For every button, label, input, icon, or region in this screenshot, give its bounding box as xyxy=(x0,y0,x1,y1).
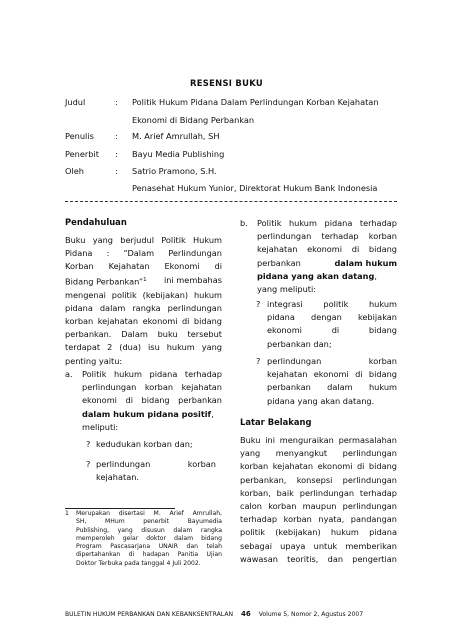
text-line: wawasan teoritis, dan pengertian xyxy=(240,553,397,564)
text-line: Korban Kejahatan Ekonomi di xyxy=(65,261,222,272)
text-line: pidana dalam rangka perlindungan xyxy=(65,302,222,313)
text-line: penting yaitu: xyxy=(65,355,123,366)
text-line: perbankan dalam hukum xyxy=(267,382,397,393)
text-line: perlindungan korban xyxy=(267,356,397,366)
text-line: Doktor Terbuka pada tanggal 4 Juli 2002. xyxy=(76,559,201,567)
text-line: Pidana : “Dalam Perlindungan xyxy=(65,248,222,259)
sub-item xyxy=(96,438,222,451)
meta-value: Bayu Media Publishing xyxy=(132,149,225,159)
meta-label: Oleh xyxy=(65,166,84,176)
intro-paragraph xyxy=(65,234,222,368)
text-line: korban kejahatan ekonomi di bidang xyxy=(65,315,222,326)
text-line: perlindungan korban kejahatan xyxy=(82,382,222,393)
text-fragment: perbankan xyxy=(257,257,301,268)
text-line: politik (kebijakan) hukum pidana xyxy=(240,527,397,538)
text-fragment: , xyxy=(211,408,214,419)
list-item-a xyxy=(82,368,222,434)
text-fragment: ini membahas xyxy=(163,274,222,285)
text-line: pidana yang akan datang. xyxy=(267,395,375,406)
review-title: RESENSI BUKU xyxy=(190,78,263,88)
text-line: perbankan dan; xyxy=(267,338,332,349)
bullet-marker: ? xyxy=(86,439,91,449)
bullet-marker: ? xyxy=(256,299,261,309)
meta-colon: : xyxy=(115,131,118,141)
text-line: dipertahankan di hadapan Panitia Ujian xyxy=(76,551,222,559)
issue-info: Volume 5, Nomor 2, Agustus 2007 xyxy=(258,611,364,618)
text-line: terdapat 2 (dua) isu hukum yang xyxy=(65,342,222,353)
text-line: ekonomi di bidang xyxy=(267,325,397,336)
text-line: Politik hukum pidana terhadap xyxy=(257,218,397,228)
text-line xyxy=(257,257,397,270)
footnote-ref: 1 xyxy=(143,276,147,283)
meta-value: M. Arief Amrullah, SH xyxy=(132,131,220,141)
sub-item xyxy=(267,298,397,351)
list-marker: a. xyxy=(65,369,73,379)
text-line: SH, MHum penerbit Bayumedia xyxy=(76,518,222,526)
text-fragment: , xyxy=(374,270,377,281)
sub-item xyxy=(96,458,216,484)
text-line: yang menyangkut perlindungan xyxy=(240,448,397,459)
text-line: meliputi: xyxy=(82,421,119,432)
footnote-text xyxy=(76,510,222,568)
text-line xyxy=(82,408,222,421)
section-divider xyxy=(65,201,397,202)
page-number: 46 xyxy=(241,610,251,618)
text-line: ekonomi di bidang perbankan xyxy=(82,395,222,406)
footnote-rule xyxy=(65,508,175,509)
bullet-marker: ? xyxy=(256,356,261,366)
text-line: Program Pascasarjana UNAIR dan telah xyxy=(76,543,222,551)
text-line: Merupakan disertasi M. Arief Amrullah, xyxy=(76,510,222,517)
emphasis: pidana yang akan datang xyxy=(257,270,375,281)
text-line: Buku ini menguraikan permasalahan xyxy=(240,435,397,445)
text-line: perbankan, konsepsi perlindungan xyxy=(240,474,397,485)
text-line: korban, baik perlindungan terhadap xyxy=(240,487,397,498)
meta-label: Judul xyxy=(65,97,86,107)
meta-value-cont: Penasehat Hukum Yunior, Direktorat Hukum Bank Indonesia xyxy=(132,183,378,193)
page-footer xyxy=(65,610,405,618)
text-line: kejahatan. xyxy=(96,472,140,483)
meta-label: Penulis xyxy=(65,131,94,141)
text-line xyxy=(65,274,222,289)
text-line: pidana dengan kebijakan xyxy=(267,312,397,323)
text-line: Buku yang berjudul Politik Hukum xyxy=(65,235,222,245)
text-line: kejahatan ekonomi di bidang xyxy=(257,244,397,255)
meta-colon: : xyxy=(115,166,118,176)
text-line: perbankan. Dalam buku tersebut xyxy=(65,329,222,340)
emphasis: dalam hukum xyxy=(334,257,397,268)
text-line: mengenai politik (kebijakan) hukum xyxy=(65,289,222,300)
meta-colon: : xyxy=(115,97,118,107)
text-line: calon korban maupun perlindungan xyxy=(240,501,397,512)
list-item-b xyxy=(257,217,397,296)
text-line: sebagai upaya untuk memberikan xyxy=(240,540,397,551)
latar-belakang-paragraph xyxy=(240,434,397,566)
text-line: Publishing, yang disusun dalam rangka xyxy=(76,526,222,534)
list-marker: b. xyxy=(240,218,248,228)
meta-value-cont: Ekonomi di Bidang Perbankan xyxy=(132,115,255,125)
text-line xyxy=(257,270,397,283)
text-line: kedudukan korban dan; xyxy=(96,439,193,449)
text-line: perlindungan terhadap korban xyxy=(257,231,397,242)
heading-latar-belakang: Latar Belakang xyxy=(240,417,312,427)
text-line: kejahatan ekonomi di bidang xyxy=(267,369,397,380)
text-line: integrasi politik hukum xyxy=(267,299,397,309)
heading-pendahuluan: Pendahuluan xyxy=(65,217,127,227)
text-line: Politik hukum pidana terhadap xyxy=(82,369,222,379)
text-line: yang meliputi: xyxy=(257,284,317,295)
text-fragment: Bidang Perbankan” xyxy=(65,276,144,287)
meta-label: Penerbit xyxy=(65,149,99,159)
journal-name: BULETIN HUKUM PERBANKAN DAN KEBANKSENTRALAN xyxy=(65,611,234,618)
meta-value: Politik Hukum Pidana Dalam Perlindungan Korban Kejahatan xyxy=(132,97,379,107)
bullet-marker: ? xyxy=(86,459,91,469)
text-fragment: korban xyxy=(187,459,216,469)
text-line xyxy=(96,458,216,471)
footnote-number: 1 xyxy=(65,510,69,517)
text-fragment: perlindungan xyxy=(96,459,151,469)
text-line: memperoleh gelar doktor dalam bidang xyxy=(76,534,222,542)
meta-colon: : xyxy=(115,149,118,159)
emphasis: dalam hukum pidana positif xyxy=(82,408,212,419)
sub-item xyxy=(267,355,397,408)
text-line: terhadap korban nyata, pandangan xyxy=(240,514,397,525)
text-line: korban kejahatan ekonomi di bidang xyxy=(240,461,397,472)
meta-value: Satrio Pramono, S.H. xyxy=(132,166,217,176)
